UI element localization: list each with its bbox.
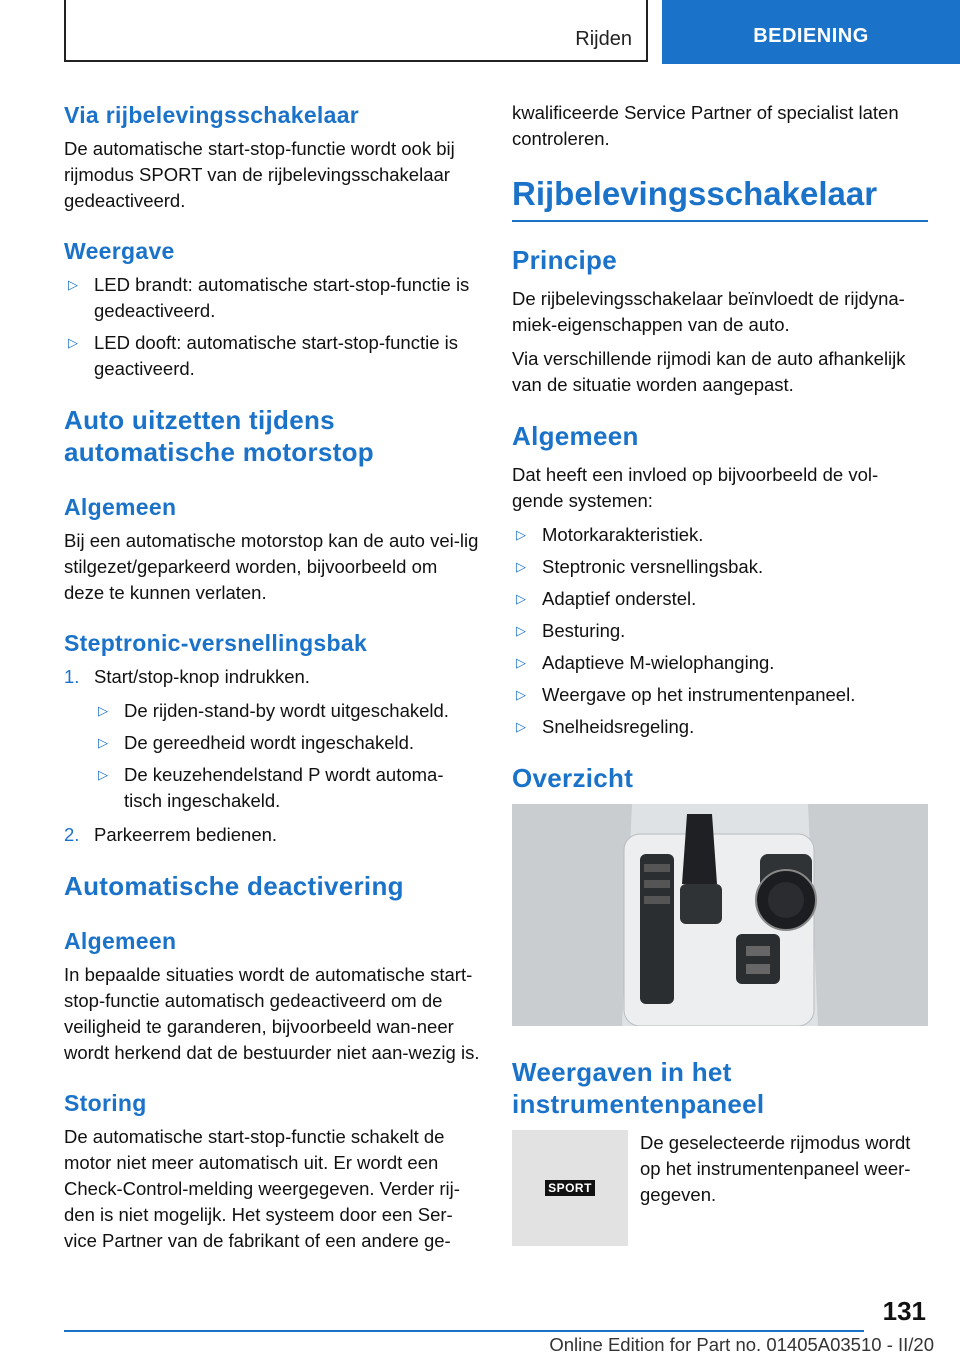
list-item: ▷ Adaptief onderstel. <box>512 586 928 612</box>
heading-algemeen: Algemeen <box>512 421 639 451</box>
paragraph-via: De automatische start-stop-functie wordt ook bij rijmodus SPORT van de rijbelevingsschakelaar gedeactiveerd. <box>64 138 455 211</box>
sport-badge: SPORT <box>545 1180 595 1196</box>
paragraph-algemeen-1: Bij een automatische motorstop kan de auto vei-lig stilgezet/geparkeerd worden, bijvoorbeeld om deze te kunnen verlaten. <box>64 530 479 603</box>
right-column <box>512 100 928 1246</box>
systems-list <box>512 522 928 740</box>
heading-weergave: Weergave <box>64 238 175 264</box>
section-title: Rijbelevingsschakelaar <box>512 174 928 222</box>
page-header <box>0 0 960 66</box>
header-frame <box>64 0 648 62</box>
footer-rule <box>64 1330 864 1332</box>
triangle-bullet-icon: ▷ <box>98 735 108 750</box>
display-row <box>512 1130 928 1246</box>
paragraph-algemeen-2: In bepaalde situaties wordt de automatische start-stop-functie automatisch gedeactiveerd om de veiligheid te garanderen, bijvoorbeeld wan-neer wordt herkend dat de bestuurder niet aan-wezig is. <box>64 964 480 1063</box>
triangle-bullet-icon: ▷ <box>516 655 526 670</box>
steptronic-steps <box>64 664 480 848</box>
weergave-list <box>64 272 480 382</box>
heading-weergaven: Weergaven in het instrumentenpaneel <box>512 1057 765 1119</box>
header-section: Rijden <box>575 28 632 50</box>
center-console-illustration <box>512 804 928 1026</box>
paragraph-weergaven: De geselecteerde rijmodus wordt op het instrumentenpaneel weer-gegeven. <box>640 1132 911 1205</box>
triangle-bullet-icon: ▷ <box>516 623 526 638</box>
step-item: 2. Parkeerrem bedienen. <box>64 824 278 845</box>
list-item: ▷ Snelheidsregeling. <box>512 714 928 740</box>
header-chapter-tab: BEDIENING <box>662 0 960 64</box>
heading-steptronic: Steptronic-versnellingsbak <box>64 630 368 656</box>
paragraph-continued: kwalificeerde Service Partner of specialist laten controleren. <box>512 102 899 149</box>
triangle-bullet-icon: ▷ <box>516 719 526 734</box>
triangle-bullet-icon: ▷ <box>516 559 526 574</box>
center-console-photo <box>512 804 928 1026</box>
triangle-bullet-icon: ▷ <box>68 277 78 292</box>
list-item: ▷ Steptronic versnellingsbak. <box>512 554 928 580</box>
sport-display-image <box>512 1130 628 1246</box>
list-item: ▷ LED dooft: automatische start-stop-functie is geactiveerd. <box>68 332 459 379</box>
list-item: ▷ Weergave op het instrumentenpaneel. <box>512 682 928 708</box>
list-item: ▷ Besturing. <box>512 618 928 644</box>
paragraph-algemeen: Dat heeft een invloed op bijvoorbeeld de vol-gende systemen: <box>512 464 879 511</box>
list-item: ▷ De gereedheid wordt ingeschakeld. <box>94 730 480 756</box>
paragraph-principe-1: De rijbelevingsschakelaar beïnvloedt de rijdyna-miek-eigenschappen van de auto. <box>512 288 905 335</box>
page-number: 131 <box>882 1296 926 1326</box>
triangle-bullet-icon: ▷ <box>98 767 108 782</box>
triangle-bullet-icon: ▷ <box>68 335 78 350</box>
heading-overzicht: Overzicht <box>512 763 634 793</box>
triangle-bullet-icon: ▷ <box>516 591 526 606</box>
left-column <box>64 100 480 1262</box>
paragraph-storing: De automatische start-stop-functie schakelt de motor niet meer automatisch uit. Er wordt een Check-Control-melding weergegeven. Verder rij-den is niet mogelijk. Het systeem door een Ser-vice Partner van de fabrikant of een andere ge- <box>64 1126 460 1251</box>
heading-principe: Principe <box>512 245 617 275</box>
heading-algemeen-2: Algemeen <box>64 928 177 954</box>
list-item: ▷ Adaptieve M-wielophanging. <box>512 650 928 676</box>
heading-storing: Storing <box>64 1090 147 1116</box>
list-item: ▷ De rijden-stand-by wordt uitgeschakeld. <box>94 698 480 724</box>
list-item: ▷ LED brandt: automatische start-stop-functie is gedeactiveerd. <box>68 274 470 321</box>
triangle-bullet-icon: ▷ <box>516 687 526 702</box>
sub-list <box>94 698 480 814</box>
list-item: ▷ Motorkarakteristiek. <box>512 522 928 548</box>
heading-algemeen-1: Algemeen <box>64 494 177 520</box>
triangle-bullet-icon: ▷ <box>98 703 108 718</box>
triangle-bullet-icon: ▷ <box>516 527 526 542</box>
heading-deactivering: Automatische deactivering <box>64 871 404 901</box>
list-item: ▷ De keuzehendelstand P wordt automa-tisch ingeschakeld. <box>98 764 444 811</box>
paragraph-principe-2: Via verschillende rijmodi kan de auto afhankelijk van de situatie worden aangepast. <box>512 348 906 395</box>
step-item: 1. Start/stop-knop indrukken. ▷ De rijden-stand-by wordt uitgeschakeld. ▷ De gereedheid wordt ingeschakeld. ▷ De keuzehendelstand P wordt automa-tisch ingeschakeld. <box>64 664 480 814</box>
edition-text: Online Edition for Part no. 01405A03510 - II/20 <box>549 1334 934 1355</box>
heading-via: Via rijbelevingsschakelaar <box>64 102 360 128</box>
heading-uitzetten: Auto uitzetten tijdens automatische motorstop <box>64 405 374 467</box>
